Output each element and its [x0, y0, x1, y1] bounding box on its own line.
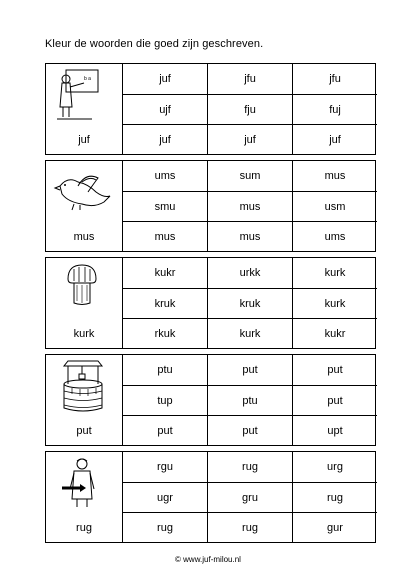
cork-icon: [52, 261, 114, 319]
target-word: put: [76, 425, 92, 437]
option-cell[interactable]: put: [207, 355, 292, 385]
target-word: juf: [78, 134, 90, 146]
option-cell[interactable]: juf: [122, 64, 207, 94]
option-cell[interactable]: tup: [122, 385, 207, 415]
option-cell[interactable]: ujf: [122, 94, 207, 124]
instruction-text: Kleur de woorden die goed zijn geschreven.: [45, 38, 264, 50]
picture-cell: [46, 258, 122, 348]
option-cell[interactable]: mus: [207, 191, 292, 221]
option-cell[interactable]: put: [122, 415, 207, 445]
option-cell[interactable]: usm: [292, 191, 377, 221]
option-cell[interactable]: ptu: [122, 355, 207, 385]
option-cell[interactable]: kukr: [122, 258, 207, 288]
svg-text:b a: b a: [84, 76, 91, 82]
option-cell[interactable]: kurk: [292, 288, 377, 318]
option-cell[interactable]: ugr: [122, 482, 207, 512]
sparrow-icon: [52, 164, 116, 222]
word-block-juf: [45, 63, 376, 155]
option-cell[interactable]: kukr: [292, 318, 377, 348]
footer-copyright: © www.juf-milou.nl: [175, 555, 241, 564]
option-cell[interactable]: mus: [122, 221, 207, 251]
option-cell[interactable]: put: [207, 415, 292, 445]
option-cell[interactable]: juf: [207, 124, 292, 154]
option-cell[interactable]: urkk: [207, 258, 292, 288]
word-block-put: [45, 354, 376, 446]
option-cell[interactable]: gur: [292, 512, 377, 542]
option-cell[interactable]: put: [292, 385, 377, 415]
option-cell[interactable]: rug: [122, 512, 207, 542]
target-word: rug: [76, 522, 92, 534]
option-cell[interactable]: sum: [207, 161, 292, 191]
word-block-mus: [45, 160, 376, 252]
option-cell[interactable]: ptu: [207, 385, 292, 415]
picture-cell: [46, 355, 122, 445]
target-word: mus: [73, 231, 95, 243]
option-cell[interactable]: smu: [122, 191, 207, 221]
option-cell[interactable]: fju: [207, 94, 292, 124]
option-cell[interactable]: gru: [207, 482, 292, 512]
word-block-kurk: [45, 257, 376, 349]
option-cell[interactable]: kurk: [292, 258, 377, 288]
option-cell[interactable]: upt: [292, 415, 377, 445]
option-cell[interactable]: mus: [207, 221, 292, 251]
option-cell[interactable]: ums: [122, 161, 207, 191]
option-cell[interactable]: rug: [292, 482, 377, 512]
picture-cell: [46, 64, 122, 154]
option-cell[interactable]: kurk: [207, 318, 292, 348]
target-word: kurk: [73, 328, 95, 340]
option-cell[interactable]: ums: [292, 221, 377, 251]
teacher-at-board-icon: [52, 67, 114, 125]
option-cell[interactable]: rug: [207, 512, 292, 542]
option-cell[interactable]: mus: [292, 161, 377, 191]
option-cell[interactable]: kruk: [122, 288, 207, 318]
person-back-icon: [52, 455, 114, 513]
water-well-icon: [52, 358, 114, 418]
option-cell[interactable]: fuj: [292, 94, 377, 124]
option-cell[interactable]: urg: [292, 452, 377, 482]
picture-cell: [46, 452, 122, 542]
option-cell[interactable]: kruk: [207, 288, 292, 318]
picture-cell: [46, 161, 122, 251]
option-cell[interactable]: jfu: [207, 64, 292, 94]
option-cell[interactable]: juf: [292, 124, 377, 154]
option-cell[interactable]: jfu: [292, 64, 377, 94]
option-cell[interactable]: rkuk: [122, 318, 207, 348]
option-cell[interactable]: put: [292, 355, 377, 385]
option-cell[interactable]: rug: [207, 452, 292, 482]
option-cell[interactable]: rgu: [122, 452, 207, 482]
option-cell[interactable]: juf: [122, 124, 207, 154]
word-block-rug: [45, 451, 376, 543]
